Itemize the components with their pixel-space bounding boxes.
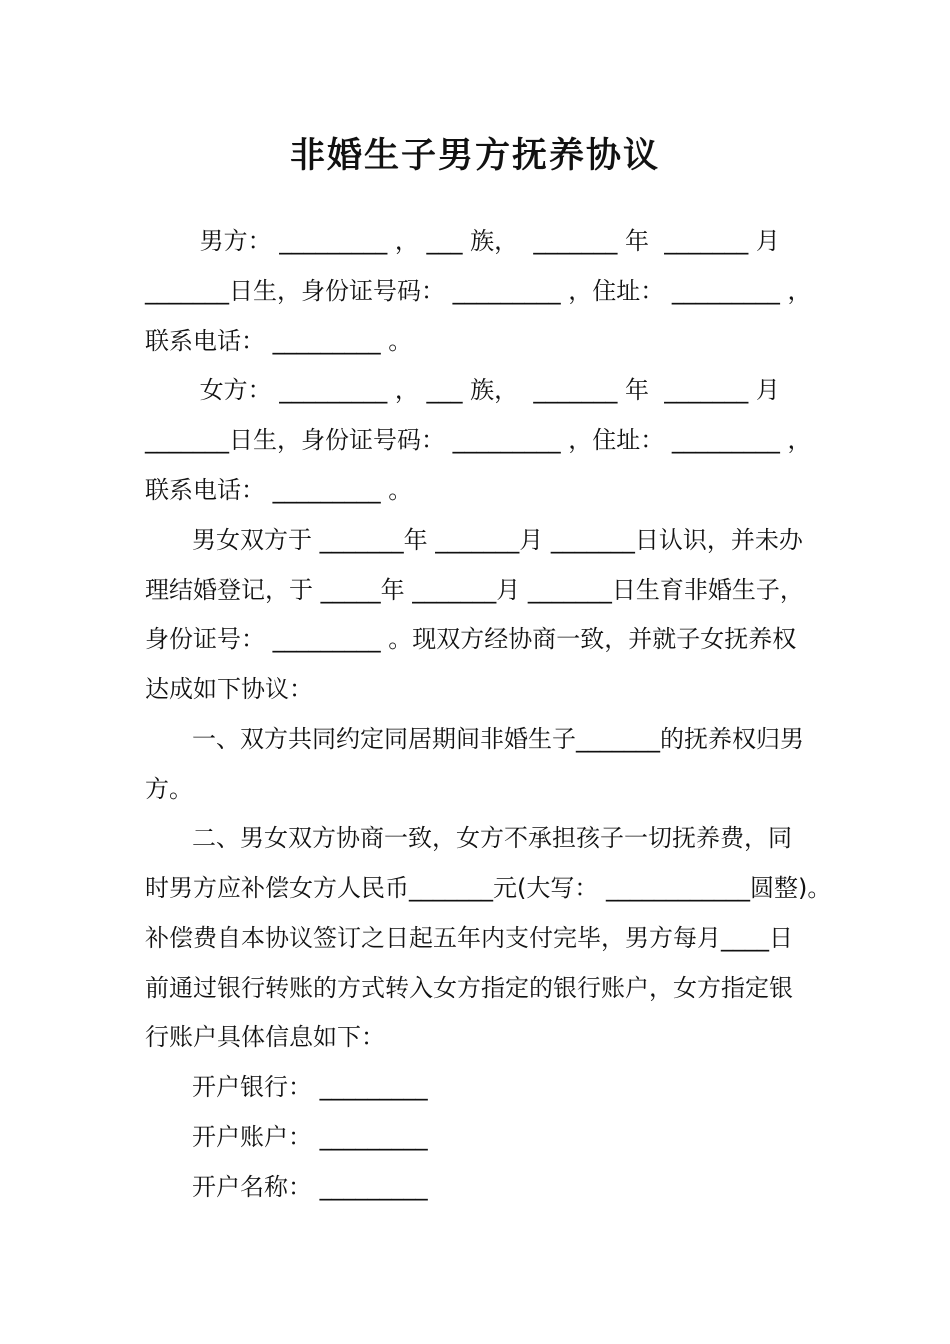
paragraph-line-background: 男女双方于 _______年 _______月 _______日认识，并未办 [192, 526, 803, 554]
bank-account-field: 开户账户： _________ [192, 1123, 428, 1151]
clause-two: 二、男女双方协商一致，女方不承担孩子一切抚养费，同 [192, 824, 792, 852]
clause-one: 一、双方共同约定同居期间非婚生子_______的抚养权归男 [192, 725, 804, 753]
paragraph-line-male-party: 男方： _________ ， ___ 族， _______ 年 _______ 月 [192, 227, 780, 255]
account-name-field: 开户名称： _________ [192, 1173, 428, 1201]
paragraph-line: 方。 [145, 775, 193, 803]
paragraph-line: 达成如下协议： [145, 675, 313, 703]
paragraph-line: 联系电话： _________ 。 [145, 327, 413, 355]
paragraph-line: 补偿费自本协议签订之日起五年内支付完毕，男方每月____日 [145, 924, 793, 952]
paragraph-line: 前通过银行转账的方式转入女方指定的银行账户，女方指定银 [145, 974, 793, 1002]
paragraph-line: _______日生，身份证号码： _________ ，住址： _________ ， [145, 426, 812, 454]
paragraph-line: 联系电话： _________ 。 [145, 476, 413, 504]
bank-name-field: 开户银行： _________ [192, 1073, 428, 1101]
paragraph-line: 身份证号： _________ 。现双方经协商一致，并就子女抚养权 [145, 625, 797, 653]
paragraph-line-female-party: 女方： _________ ， ___ 族， _______ 年 _______ 月 [192, 376, 780, 404]
paragraph-line: 时男方应补偿女方人民币_______元(大写： ____________圆整)。 [145, 874, 832, 902]
paragraph-line: 行账户具体信息如下： [145, 1023, 385, 1051]
document-title: 非婚生子男方抚养协议 [289, 136, 660, 176]
paragraph-line: _______日生，身份证号码： _________ ，住址： _________ ， [145, 277, 812, 305]
paragraph-line: 理结婚登记，于 _____年 _______月 _______日生育非婚生子， [145, 576, 804, 604]
